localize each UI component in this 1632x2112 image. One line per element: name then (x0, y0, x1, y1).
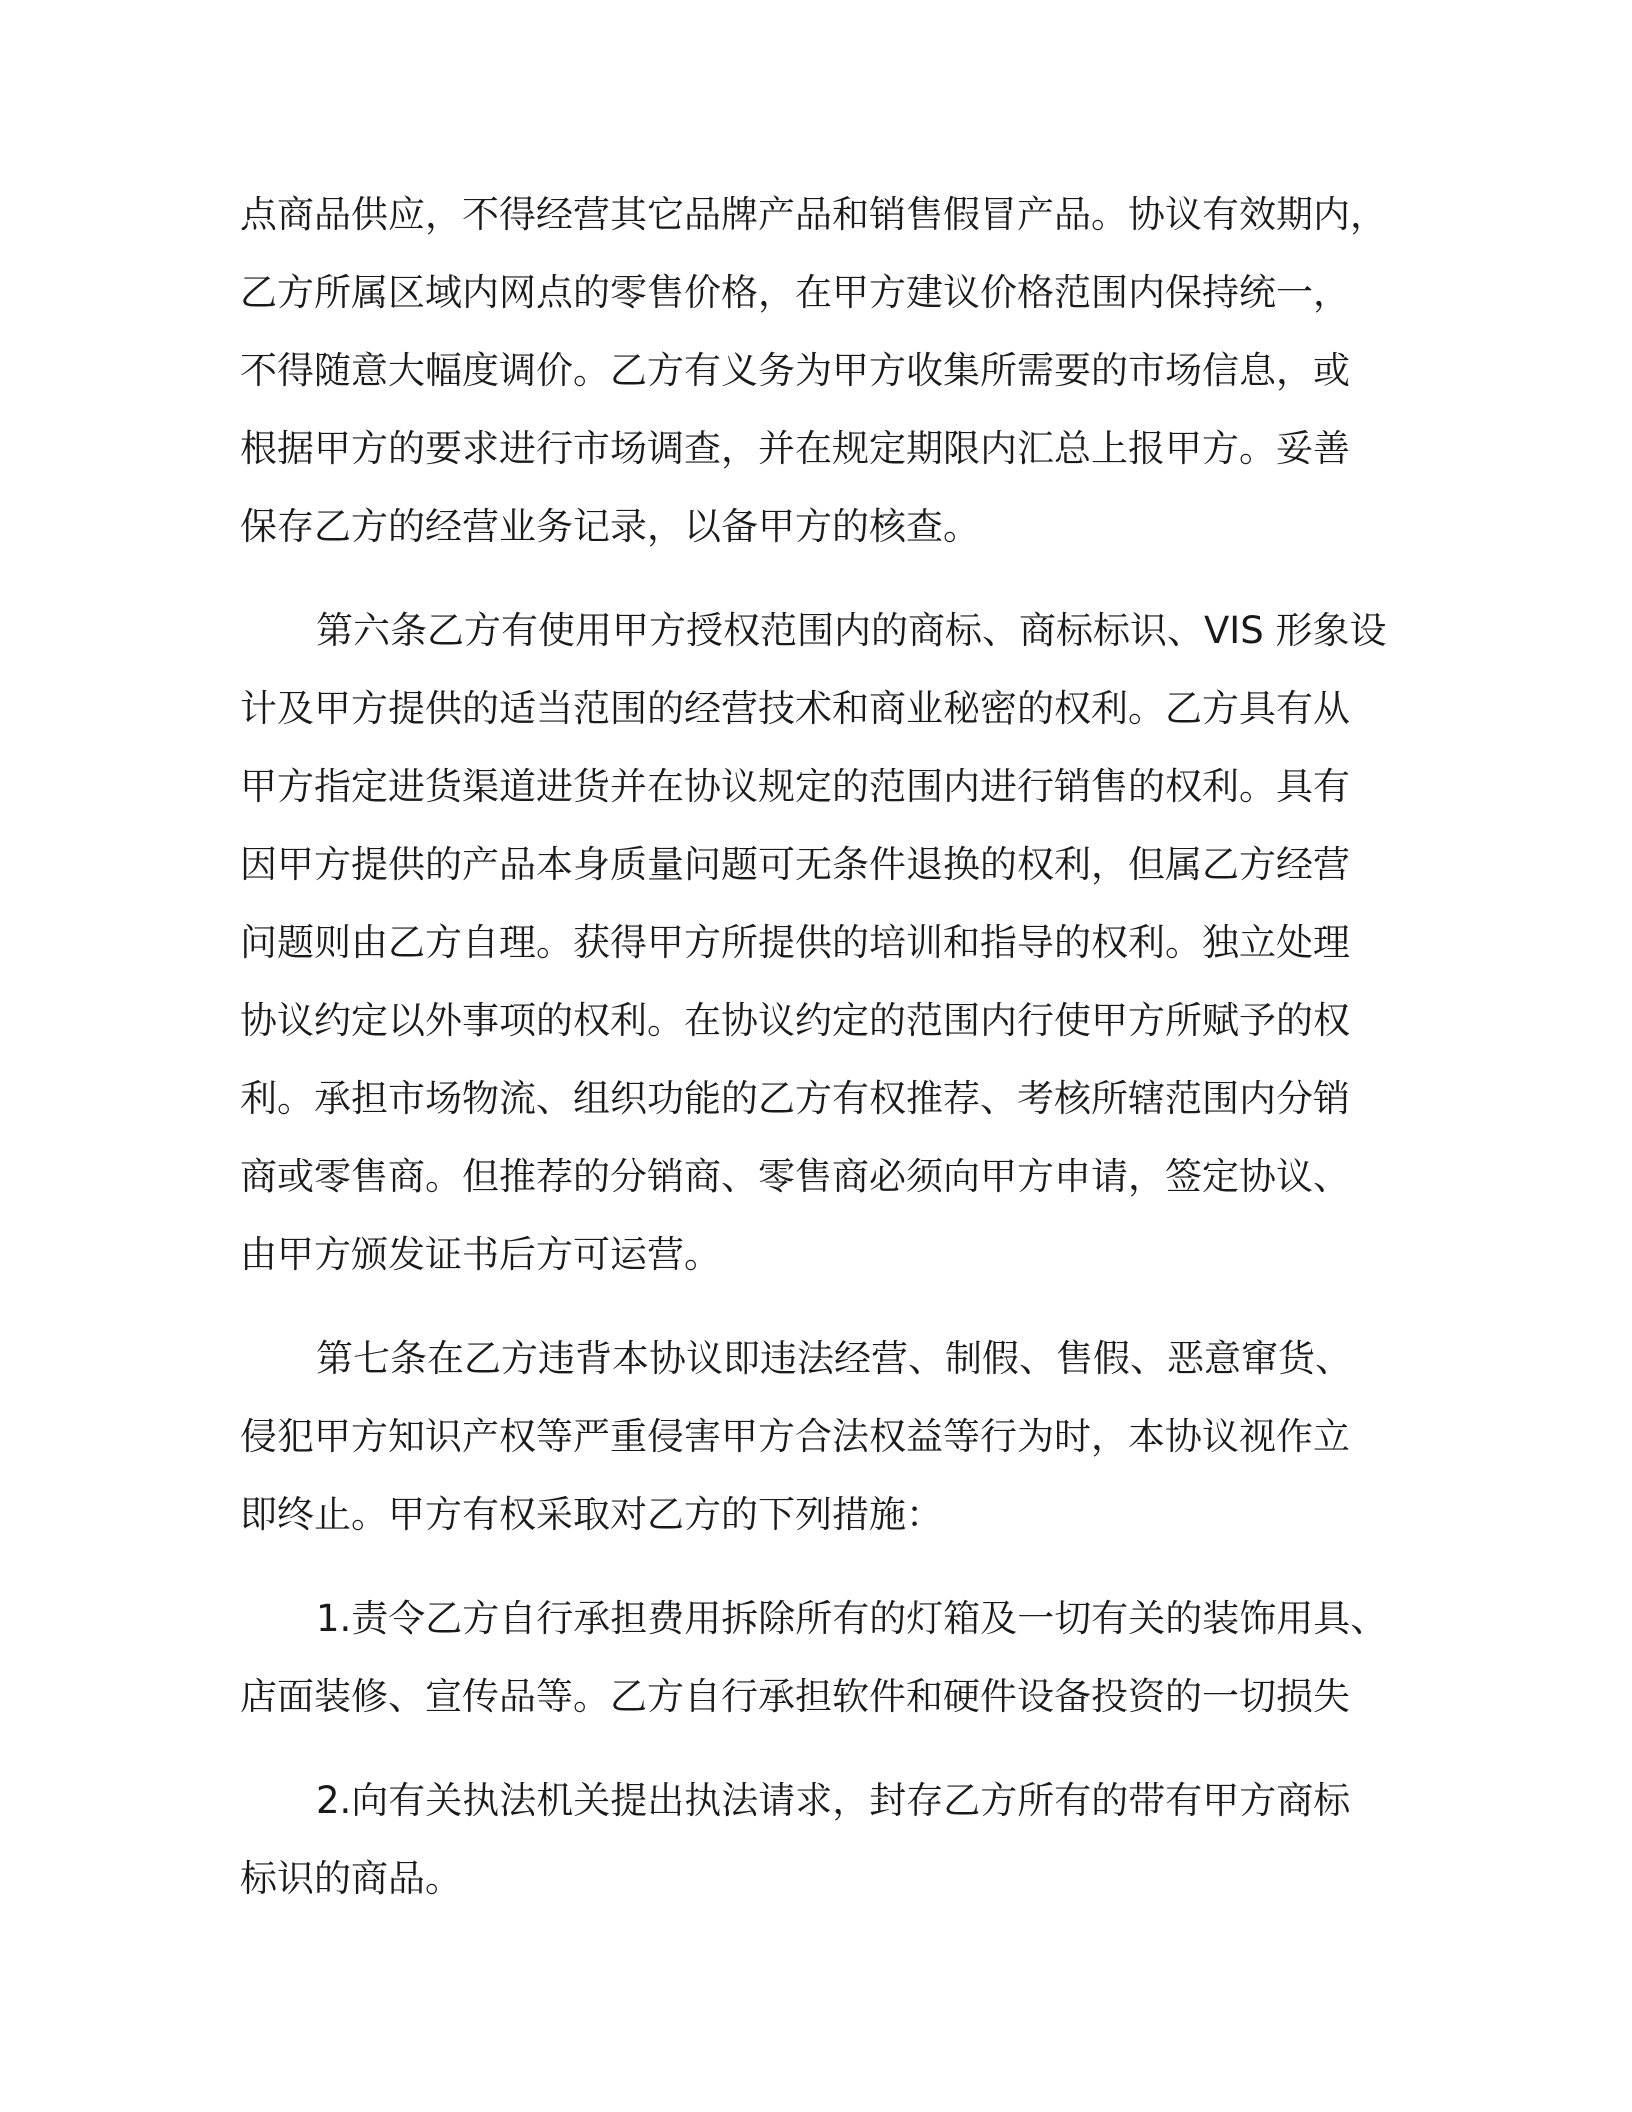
text-line: 店面装修、宣传品等。乙方自行承担软件和硬件设备投资的一切损失 (240, 1675, 1350, 1718)
paragraph-measure-2 (240, 1762, 1400, 1918)
text-line: 商或零售商。但推荐的分销商、零售商必须向甲方申请，签定协议、 (240, 1155, 1350, 1198)
paragraph-article-7 (240, 1320, 1400, 1554)
text-line: 问题则由乙方自理。获得甲方所提供的培训和指导的权利。独立处理 (240, 921, 1350, 964)
text-line: 即终止。甲方有权采取对乙方的下列措施： (240, 1493, 943, 1536)
text-line: 由甲方颁发证书后方可运营。 (240, 1233, 721, 1276)
text-line: 利。承担市场物流、组织功能的乙方有权推荐、考核所辖范围内分销 (240, 1077, 1350, 1120)
text-line: 不得随意大幅度调价。乙方有义务为甲方收集所需要的市场信息，或 (240, 349, 1350, 392)
text-line: 根据甲方的要求进行市场调查，并在规定期限内汇总上报甲方。妥善 (240, 427, 1350, 470)
text-line: 协议约定以外事项的权利。在协议约定的范围内行使甲方所赋予的权 (240, 999, 1350, 1042)
text-line: 保存乙方的经营业务记录，以备甲方的核查。 (240, 505, 980, 548)
text-line: 第七条在乙方违背本协议即违法经营、制假、售假、恶意窜货、 (316, 1337, 1352, 1380)
paragraph-continuation (240, 176, 1400, 566)
text-line: 乙方所属区域内网点的零售价格，在甲方建议价格范围内保持统一， (240, 271, 1350, 314)
paragraph-measure-1 (240, 1580, 1400, 1736)
text-line: 1.责令乙方自行承担费用拆除所有的灯箱及一切有关的装饰用具、 (316, 1597, 1388, 1640)
text-line: 点商品供应，不得经营其它品牌产品和销售假冒产品。协议有效期内， (240, 193, 1387, 236)
paragraph-article-6 (240, 592, 1400, 1294)
text-line: 标识的商品。 (240, 1857, 462, 1900)
text-line: 因甲方提供的产品本身质量问题可无条件退换的权利，但属乙方经营 (240, 843, 1350, 886)
text-line: 侵犯甲方知识产权等严重侵害甲方合法权益等行为时，本协议视作立 (240, 1415, 1350, 1458)
text-line: 甲方指定进货渠道进货并在协议规定的范围内进行销售的权利。具有 (240, 765, 1350, 808)
text-line: 第六条乙方有使用甲方授权范围内的商标、商标标识、VIS 形象设 (316, 609, 1387, 652)
text-line: 2.向有关执法机关提出执法请求，封存乙方所有的带有甲方商标 (316, 1779, 1351, 1822)
text-line: 计及甲方提供的适当范围的经营技术和商业秘密的权利。乙方具有从 (240, 687, 1350, 730)
